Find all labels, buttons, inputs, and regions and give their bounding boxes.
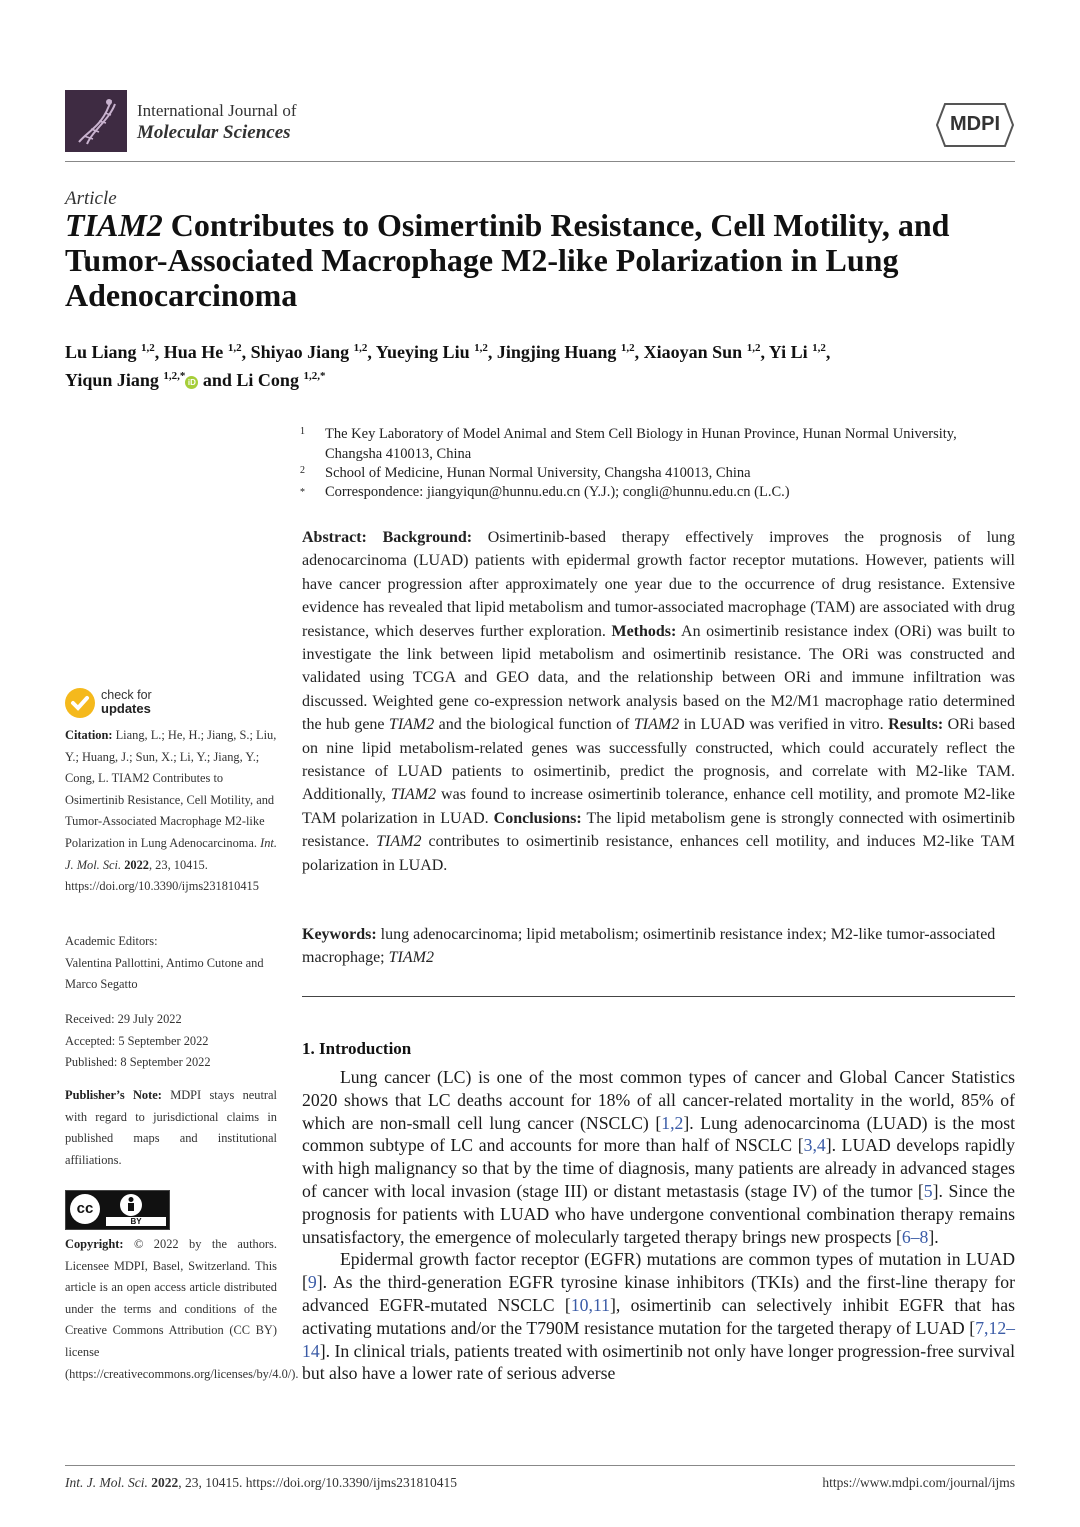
citation-link[interactable]: 10,11: [570, 1294, 610, 1315]
text-run: ].: [928, 1226, 939, 1247]
keywords-gene: TIAM2: [388, 949, 434, 967]
abstract-results: ORi based on nine lipid metabolism-related genes was successfully constructed, which could accurately reflect the resistance of LUAD patients to osimertinib, predict the prognosis, and correlate with M2-like TAM. Additionally,: [302, 716, 1016, 804]
article-title: [65, 208, 995, 313]
intro-paragraph-2: [302, 1248, 1015, 1385]
text-run: ], osimertinib can selectively inhibit EGFR that has activating mutations and/or the T790M resistance mutation for the targeted therapy of LUAD [: [302, 1294, 1015, 1338]
section-heading-introduction: 1. Introduction: [302, 1039, 412, 1058]
title-text: Contributes to Osimertinib Resistance, Cell Motility, and Tumor-Associated Macrophage M2-like Polarization in Lung Adenocarcinoma: [65, 207, 950, 313]
title-gene: TIAM2: [65, 207, 163, 243]
header-divider: [65, 161, 1015, 162]
academic-editors: [65, 931, 277, 996]
author-separator: and: [198, 370, 237, 390]
person-icon: [120, 1194, 142, 1216]
citation-label: Citation:: [65, 728, 113, 742]
publishers-note-text: MDPI stays neutral with regard to jurisdictional claims in published maps and institutional affiliations.: [65, 1088, 277, 1167]
check-updates-line1: check for: [101, 688, 152, 702]
correspondence-text: Correspondence: jiangyiqun@hunnu.edu.cn (Y.J.); congli@hunnu.edu.cn (L.C.): [325, 484, 790, 500]
cc-icon: cc: [70, 1194, 100, 1224]
affiliation-correspondence: [300, 483, 1015, 503]
abstract-conclusions: The lipid metabolism gene is strongly connected with osimertinib resistance.: [302, 809, 1015, 851]
author-affiliation: 1,2: [812, 342, 826, 354]
gene-name: TIAM2: [390, 786, 437, 804]
publication-dates: [65, 1009, 277, 1074]
author-name[interactable]: Shiyao Jiang: [250, 342, 350, 362]
citation-block: [65, 725, 277, 898]
intro-paragraph-1: [302, 1066, 1015, 1248]
keywords-label: Keywords:: [302, 926, 377, 943]
citation-title: TIAM2 Contributes to Osimertinib Resistance, Cell Motility, and Tumor-Associated Macrophage M2-like Polarization in Lung Adenocarcinoma.: [65, 771, 275, 850]
footer-citation: [65, 1475, 457, 1491]
author-name[interactable]: Jingjing Huang: [496, 342, 617, 362]
text-run: ]. As the third-generation EGFR tyrosine kinase inhibitors (TKIs) and the first-line therapy for advanced EGFR-mutated NSCLC [: [302, 1272, 1015, 1315]
mdpi-wordmark: MDPI: [950, 113, 1000, 135]
results-label: Results:: [888, 716, 944, 734]
citation-link[interactable]: 5: [923, 1180, 933, 1201]
published-date: Published: 8 September 2022: [65, 1055, 211, 1070]
citation-doi[interactable]: , 23, 10415. https://doi.org/10.3390/ijms231810415: [65, 857, 259, 894]
copyright-text: © 2022 by the authors. Licensee MDPI, Basel, Switzerland. This article is an open access article distributed under the terms and conditions of the Creative Commons Attribution (CC BY) license (https://creativecommons.org/licenses/by/4.0/).: [65, 1237, 299, 1381]
author-separator: ,: [634, 342, 644, 362]
author-affiliation: 1,2: [141, 342, 155, 354]
methods-label: Methods:: [611, 622, 677, 640]
author-separator: ,: [825, 342, 831, 362]
author-list: [65, 336, 1015, 392]
background-label: Background:: [382, 529, 473, 546]
journal-logo: [65, 90, 127, 152]
author-affiliation: 1,2: [620, 342, 635, 354]
author-affiliation: 1,2: [353, 342, 368, 354]
affiliation-text: The Key Laboratory of Model Animal and Stem Cell Biology in Hunan Province, Hunan Normal University, Changsha 410013, China: [325, 426, 957, 462]
text-run: Epidermal growth factor receptor (EGFR) mutations are common types of mutation in LUAD [: [302, 1249, 1015, 1293]
abstract-methods-cont: and the biological function of: [438, 716, 630, 734]
checkmark-icon: [65, 688, 95, 718]
footer-journal: Int. J. Mol. Sci.: [65, 1475, 148, 1490]
author-affiliation: 1,2: [746, 342, 761, 354]
cc-by-label: BY: [106, 1217, 166, 1226]
publishers-note: [65, 1085, 277, 1171]
check-updates-text: [101, 688, 152, 716]
citation-link[interactable]: 9: [307, 1272, 317, 1293]
affiliation-marker: 1: [300, 426, 305, 437]
affiliation-1: [300, 425, 1015, 464]
conclusions-label: Conclusions:: [493, 809, 582, 827]
gene-name: TIAM2: [376, 833, 422, 851]
gene-name: TIAM2: [633, 716, 680, 734]
citation-link[interactable]: 1,2: [661, 1112, 684, 1133]
footer-doi[interactable]: , 23, 10415. https://doi.org/10.3390/ijms231810415: [178, 1475, 458, 1490]
check-updates-line2: updates: [101, 701, 151, 716]
abstract-conclusions-end: contributes to osimertinib resistance, enhances cell motility, and induces M2-like TAM polarization in LUAD.: [302, 833, 1016, 874]
citation-year: 2022: [124, 857, 149, 872]
affiliation-marker: *: [300, 487, 305, 498]
copyright-block: [65, 1234, 299, 1385]
footer-divider: [65, 1465, 1015, 1466]
author-name[interactable]: Yiqun Jiang: [65, 370, 159, 390]
text-run: ]. Since the prognosis for patients with LUAD who have undergone conventional combination therapy remains unsatisfactory, the emergence of molecularly targeted therapy brings new prospects [: [302, 1180, 1015, 1247]
author-separator: ,: [487, 342, 497, 362]
citation-link[interactable]: 6–8: [901, 1226, 929, 1247]
mdpi-logo[interactable]: [935, 102, 1015, 148]
citation-authors: Liang, L.; He, H.; Jiang, S.; Liu, Y.; Huang, J.; Sun, X.; Li, Y.; Jiang, Y.; Cong, L.: [65, 728, 277, 786]
gene-name: TIAM2: [388, 716, 435, 734]
text-run: ]. Lung adenocarcinoma (LUAD) is the most common subtype of LC and accounts for more than half of NSCLC [: [302, 1112, 1015, 1156]
affiliation-marker: 2: [300, 465, 305, 476]
abstract-label: Abstract:: [302, 529, 367, 546]
author-name[interactable]: Li Cong: [236, 370, 299, 390]
author-name[interactable]: Yueying Liu: [375, 342, 470, 362]
author-separator: ,: [760, 342, 769, 362]
author-name[interactable]: Xiaoyan Sun: [643, 342, 743, 362]
abstract-methods: An osimertinib resistance index (ORi) was built to investigate the link between lipid metabolism and osimertinib resistance. The ORi was constructed and validated using TCGA and GEO data, and the relationship between ORi and immune infiltration was discussed. Weighted gene co-expression network analysis based on the M2/M1 macrophage ratio determined the hub gene: [302, 622, 1016, 734]
author-separator: ,: [367, 342, 376, 362]
editors-names: Valentina Pallottini, Antimo Cutone and Marco Segatto: [65, 955, 264, 992]
journal-name: [137, 100, 297, 144]
text-run: Lung cancer (LC) is one of the most common types of cancer and Global Cancer Statistics 2020 shows that LC deaths account for 18% of all cancer-related mortality in the world, 85% of which are non-small cell lung cancer (NSCLC) [: [302, 1067, 1015, 1133]
abstract-divider: [302, 996, 1015, 997]
journal-name-line2: Molecular Sciences: [137, 122, 291, 143]
keywords-text: lung adenocarcinoma; lipid metabolism; osimertinib resistance index; M2-like tumor-associated macrophage;: [302, 926, 996, 967]
footer-year: 2022: [151, 1475, 179, 1490]
text-run: ]. In clinical trials, patients treated with osimertinib not only have longer progression-free survival but also have a lower rate of serious adverse: [302, 1340, 1015, 1384]
keywords: [302, 923, 1015, 970]
author-name[interactable]: Lu Liang: [65, 342, 137, 362]
journal-name-line1: International Journal of: [137, 101, 297, 120]
author-name[interactable]: Hua He: [163, 342, 224, 362]
author-separator: ,: [241, 342, 251, 362]
text-run: ]. LUAD develops rapidly with high malignancy so that by the time of diagnosis, many patients are already in advanced stages of cancer with local invasion (stage III) or distant metastasis (stage IV) of the tumor [: [302, 1135, 1015, 1201]
citation-link[interactable]: 7,12–14: [302, 1317, 1015, 1361]
dna-helix-icon: [65, 90, 127, 152]
abstract: [302, 526, 1015, 877]
article-type: Article: [65, 188, 117, 209]
author-name[interactable]: Yi Li: [768, 342, 808, 362]
citation-link[interactable]: 3,4: [803, 1135, 826, 1156]
check-for-updates-badge[interactable]: [65, 686, 225, 722]
abstract-background: Osimertinib-based therapy effectively improves the prognosis of lung adenocarcinoma (LUAD) patients with epidermal growth factor receptor mutations. However, patients will have cancer progression after approximately one year due to the occurrence of drug resistance. Extensive evidence has revealed that lipid metabolism and tumor-associated macrophage (TAM) are associated with drug resistance, which deserves further exploration.: [302, 529, 1016, 640]
affiliation-2: [300, 464, 1015, 484]
received-date: Received: 29 July 2022: [65, 1012, 182, 1026]
copyright-label: Copyright:: [65, 1237, 124, 1251]
author-separator: ,: [154, 342, 164, 362]
orcid-icon[interactable]: iD: [185, 376, 198, 389]
abstract-results-end: was found to increase osimertinib tolerance, enhance cell motility, and promote M2-like TAM polarization in LUAD.: [302, 786, 1016, 827]
editors-label: Academic Editors:: [65, 934, 158, 948]
author-affiliation: 1,2,*: [303, 370, 326, 382]
citation-journal: Int. J. Mol. Sci.: [65, 835, 277, 872]
abstract-methods-end: in LUAD was verified in vitro.: [683, 716, 884, 734]
accepted-date: Accepted: 5 September 2022: [65, 1033, 209, 1048]
affiliation-text: School of Medicine, Hunan Normal University, Changsha 410013, China: [325, 465, 751, 481]
footer-journal-url[interactable]: https://www.mdpi.com/journal/ijms: [822, 1475, 1015, 1490]
author-affiliation: 1,2,*: [163, 370, 186, 382]
introduction-body: [302, 1066, 1015, 1385]
author-affiliation: 1,2: [474, 342, 488, 354]
author-affiliation: 1,2: [227, 342, 242, 354]
cc-by-license-badge[interactable]: [65, 1190, 170, 1230]
publishers-note-label: Publisher’s Note:: [65, 1088, 162, 1102]
